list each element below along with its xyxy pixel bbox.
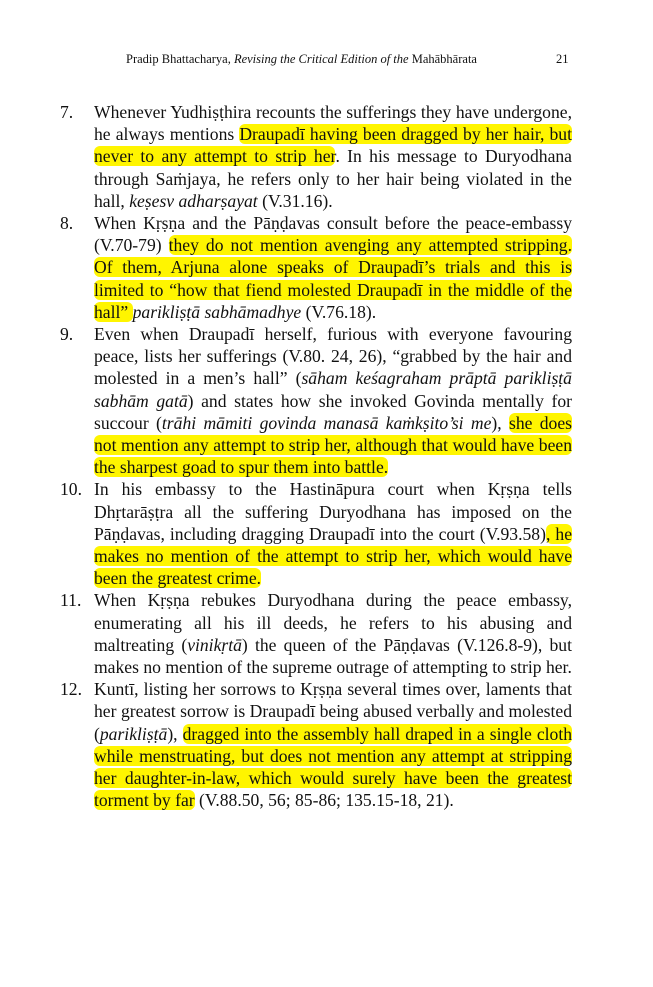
text-segment: When Kṛṣṇa and the Pāṇḍavas consult before the peace-embassy (V.70-79)	[94, 213, 572, 256]
highlighted-text: she does not mention any attempt to strip her, although that would have been the sharpest goad to spur them into battle.	[94, 412, 572, 478]
header-title-tail: Mahābhārata	[408, 52, 477, 66]
text-segment: (V.76.18).	[301, 301, 377, 322]
highlighted-text: Draupadī having been dragged by her hair, but never to any attempt to strip her	[94, 124, 572, 167]
header-author: Pradip Bhattacharya,	[126, 52, 234, 66]
text-segment: (V.88.50, 56; 85-86; 135.15-18, 21).	[194, 790, 454, 811]
list-item	[60, 678, 572, 811]
text-segment: ),	[491, 412, 509, 433]
list-item	[60, 589, 572, 678]
sanskrit-quote: sāham keśagraham prāptā parikliṣṭā sabhām gatā	[94, 368, 572, 411]
text-segment: ) the queen of the Pāṇḍavas (V.126.8-9), but makes no mention of the supreme outrage of attempting to strip her.	[94, 634, 572, 678]
item-number: 9.	[60, 324, 74, 345]
item-text	[94, 101, 572, 212]
text-segment: Whenever Yudhiṣṭhira recounts the sufferings they have undergone, he always mentions	[94, 102, 572, 145]
item-text	[94, 678, 572, 811]
page-number: 21	[556, 52, 569, 66]
sanskrit-quote: vinikṛtā	[187, 634, 242, 655]
item-text	[94, 478, 572, 589]
item-text	[94, 323, 572, 478]
highlighted-text: , he makes no mention of the attempt to strip her, which would have been the greatest crime.	[94, 523, 573, 589]
list-item	[60, 212, 572, 323]
item-number: 11.	[60, 590, 82, 611]
item-text	[94, 212, 572, 323]
list-item	[60, 478, 572, 589]
item-number: 7.	[60, 102, 74, 122]
text-segment: Even when Draupadī herself, furious with everyone favouring peace, lists her sufferings (V.80. 24, 26), “grabbed by the hair and molested in a men’s hall” (	[94, 324, 572, 389]
text-segment: Kuntī, listing her sorrows to Kṛṣṇa several times over, laments that her greatest sorrow is Draupadī being abused verbally and molested (	[94, 679, 572, 744]
highlighted-text: dragged into the assembly hall draped in a single cloth while menstruating, but does not mention any attempt at stripping her daughter-in-law, which would surely have been the greatest torment by far	[94, 723, 573, 811]
item-number: 12.	[60, 679, 82, 700]
text-segment: When Kṛṣṇa rebukes Duryodhana during the peace embassy, enumerating all his ill deeds, he refers to his abusing and maltreating (	[94, 590, 572, 655]
header-title-italic: Revising the Critical Edition of the	[233, 52, 409, 66]
sanskrit-quote: trāhi māmiti govinda manasā kaṁkṣito’si me	[161, 412, 492, 433]
list-item	[60, 323, 572, 478]
text-segment: (V.31.16).	[257, 190, 333, 211]
text-segment: ) and states how she invoked Govinda mentally for succour (	[94, 390, 572, 433]
highlighted-text: they do not mention avenging any attempted stripping. Of them, Arjuna alone speaks of Draupadī’s trials and this is limited to “how that fiend molested Draupadī in the middle of the hall”	[94, 235, 572, 322]
text-segment: ),	[167, 723, 183, 744]
list-item	[60, 101, 572, 212]
sanskrit-quote: parikliṣṭā	[99, 723, 168, 744]
sanskrit-quote: keṣesv adharṣayat	[129, 190, 258, 211]
item-number: 10.	[60, 479, 82, 500]
numbered-list	[60, 101, 572, 812]
item-number: 8.	[60, 213, 74, 234]
text-segment: . In his message to Duryodhana through Saṁjaya, he refers only to her hair being violated in the hall,	[94, 146, 572, 211]
running-title	[126, 51, 477, 67]
text-segment: In his embassy to the Hastināpura court when Kṛṣṇa tells Dhṛtarāṣṭra all the suffering Duryodhana has imposed on the Pāṇḍavas, including dragging Draupadī into the court (V.93.58)	[94, 479, 572, 544]
sanskrit-quote: parikliṣṭā sabhāmadhye	[132, 301, 302, 322]
item-text	[94, 589, 572, 678]
